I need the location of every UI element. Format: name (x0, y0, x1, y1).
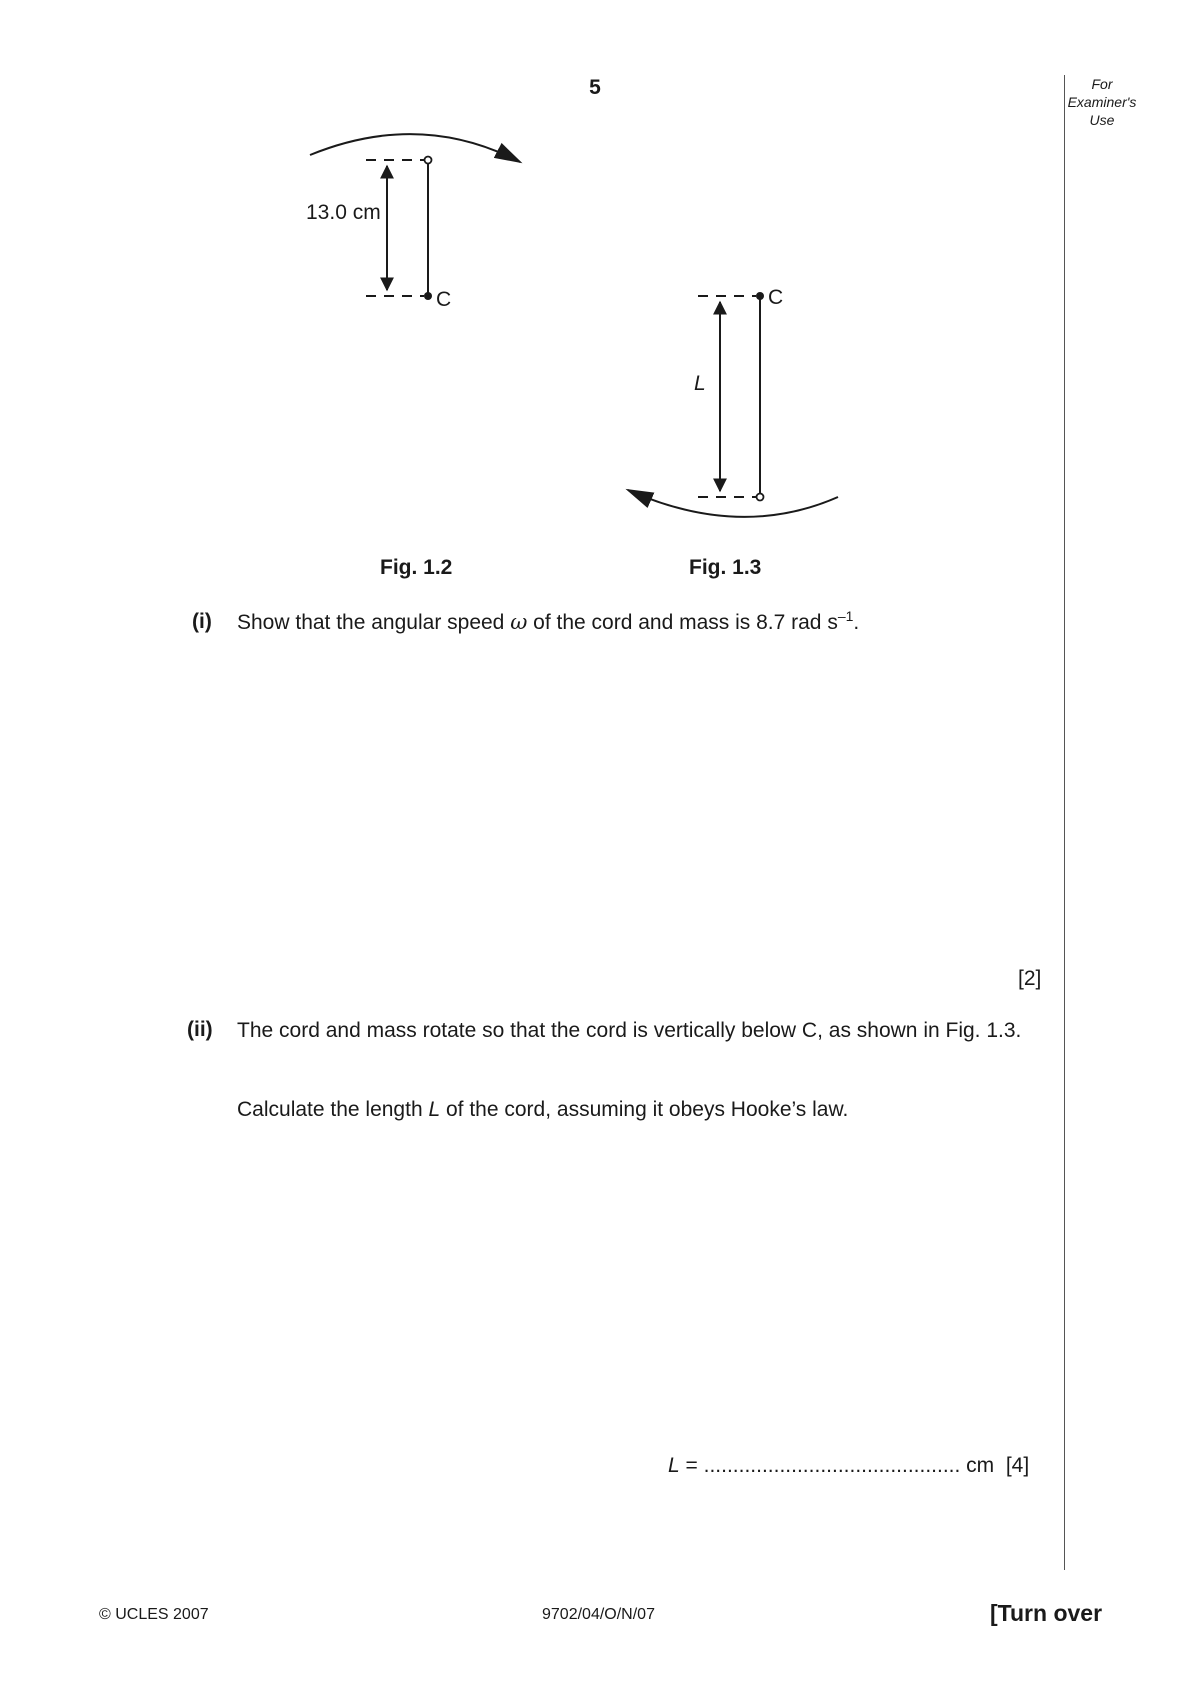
examiner-label-line-3: Use (1089, 112, 1115, 128)
question-i-superscript: –1 (837, 608, 854, 624)
question-ii-marks: [4] (1005, 1454, 1030, 1477)
fig-1-3-pivot-point (756, 292, 764, 300)
fig-1-2-caption: Fig. 1.2 (380, 556, 453, 579)
footer-copyright: © UCLES 2007 (99, 1606, 209, 1623)
answer-variable: L (668, 1454, 680, 1477)
fig-1-2-rotation-arrow (310, 134, 520, 162)
fig-1-3-rotation-arrow (628, 490, 838, 517)
question-ii-text-line-1: The cord and mass rotate so that the cord is vertically below C, as shown in Fig. 1.3. (237, 1019, 1022, 1042)
footer-paper-code: 9702/04/O/N/07 (542, 1606, 655, 1623)
figures-diagram (0, 0, 1190, 600)
fig-1-3-mass (757, 494, 764, 501)
fig-1-2-pivot-point (424, 292, 432, 300)
answer-line (668, 1452, 1029, 1479)
question-ii-text-before: Calculate the length (237, 1098, 429, 1121)
page-number: 5 (589, 76, 601, 99)
fig-1-2-mass (425, 157, 432, 164)
question-i-end: . (853, 611, 860, 634)
answer-unit: cm (960, 1454, 995, 1477)
examiner-label-line-1: For (1091, 76, 1113, 92)
question-i-text-before: Show that the angular speed (237, 611, 511, 634)
answer-equals: = (679, 1454, 704, 1477)
question-i-text-after: of the cord and mass is 8.7 rad s (527, 611, 838, 634)
question-ii-text-after: of the cord, assuming it obeys Hooke’s law. (440, 1098, 849, 1121)
answer-dots-field[interactable]: ............................................ (703, 1454, 961, 1477)
question-ii-label: (ii) (187, 1018, 213, 1041)
omega-symbol: ω (510, 610, 528, 634)
fig-1-2-point-label: C (436, 288, 452, 311)
fig-1-2-dimension-label: 13.0 cm (306, 201, 381, 224)
fig-1-3-diagram (628, 292, 838, 517)
question-i-label: (i) (192, 610, 212, 633)
footer-turn-over: [Turn over (990, 1600, 1103, 1626)
question-i-marks: [2] (1018, 967, 1042, 990)
question-i-text (237, 609, 1057, 636)
fig-1-3-dimension-label: L (694, 372, 706, 395)
examiner-label-line-2: Examiner's (1067, 94, 1137, 110)
fig-1-3-point-label: C (768, 286, 784, 309)
question-ii-text-line-2 (237, 1096, 1045, 1123)
fig-1-3-caption: Fig. 1.3 (689, 556, 762, 579)
question-ii-variable: L (428, 1098, 441, 1121)
